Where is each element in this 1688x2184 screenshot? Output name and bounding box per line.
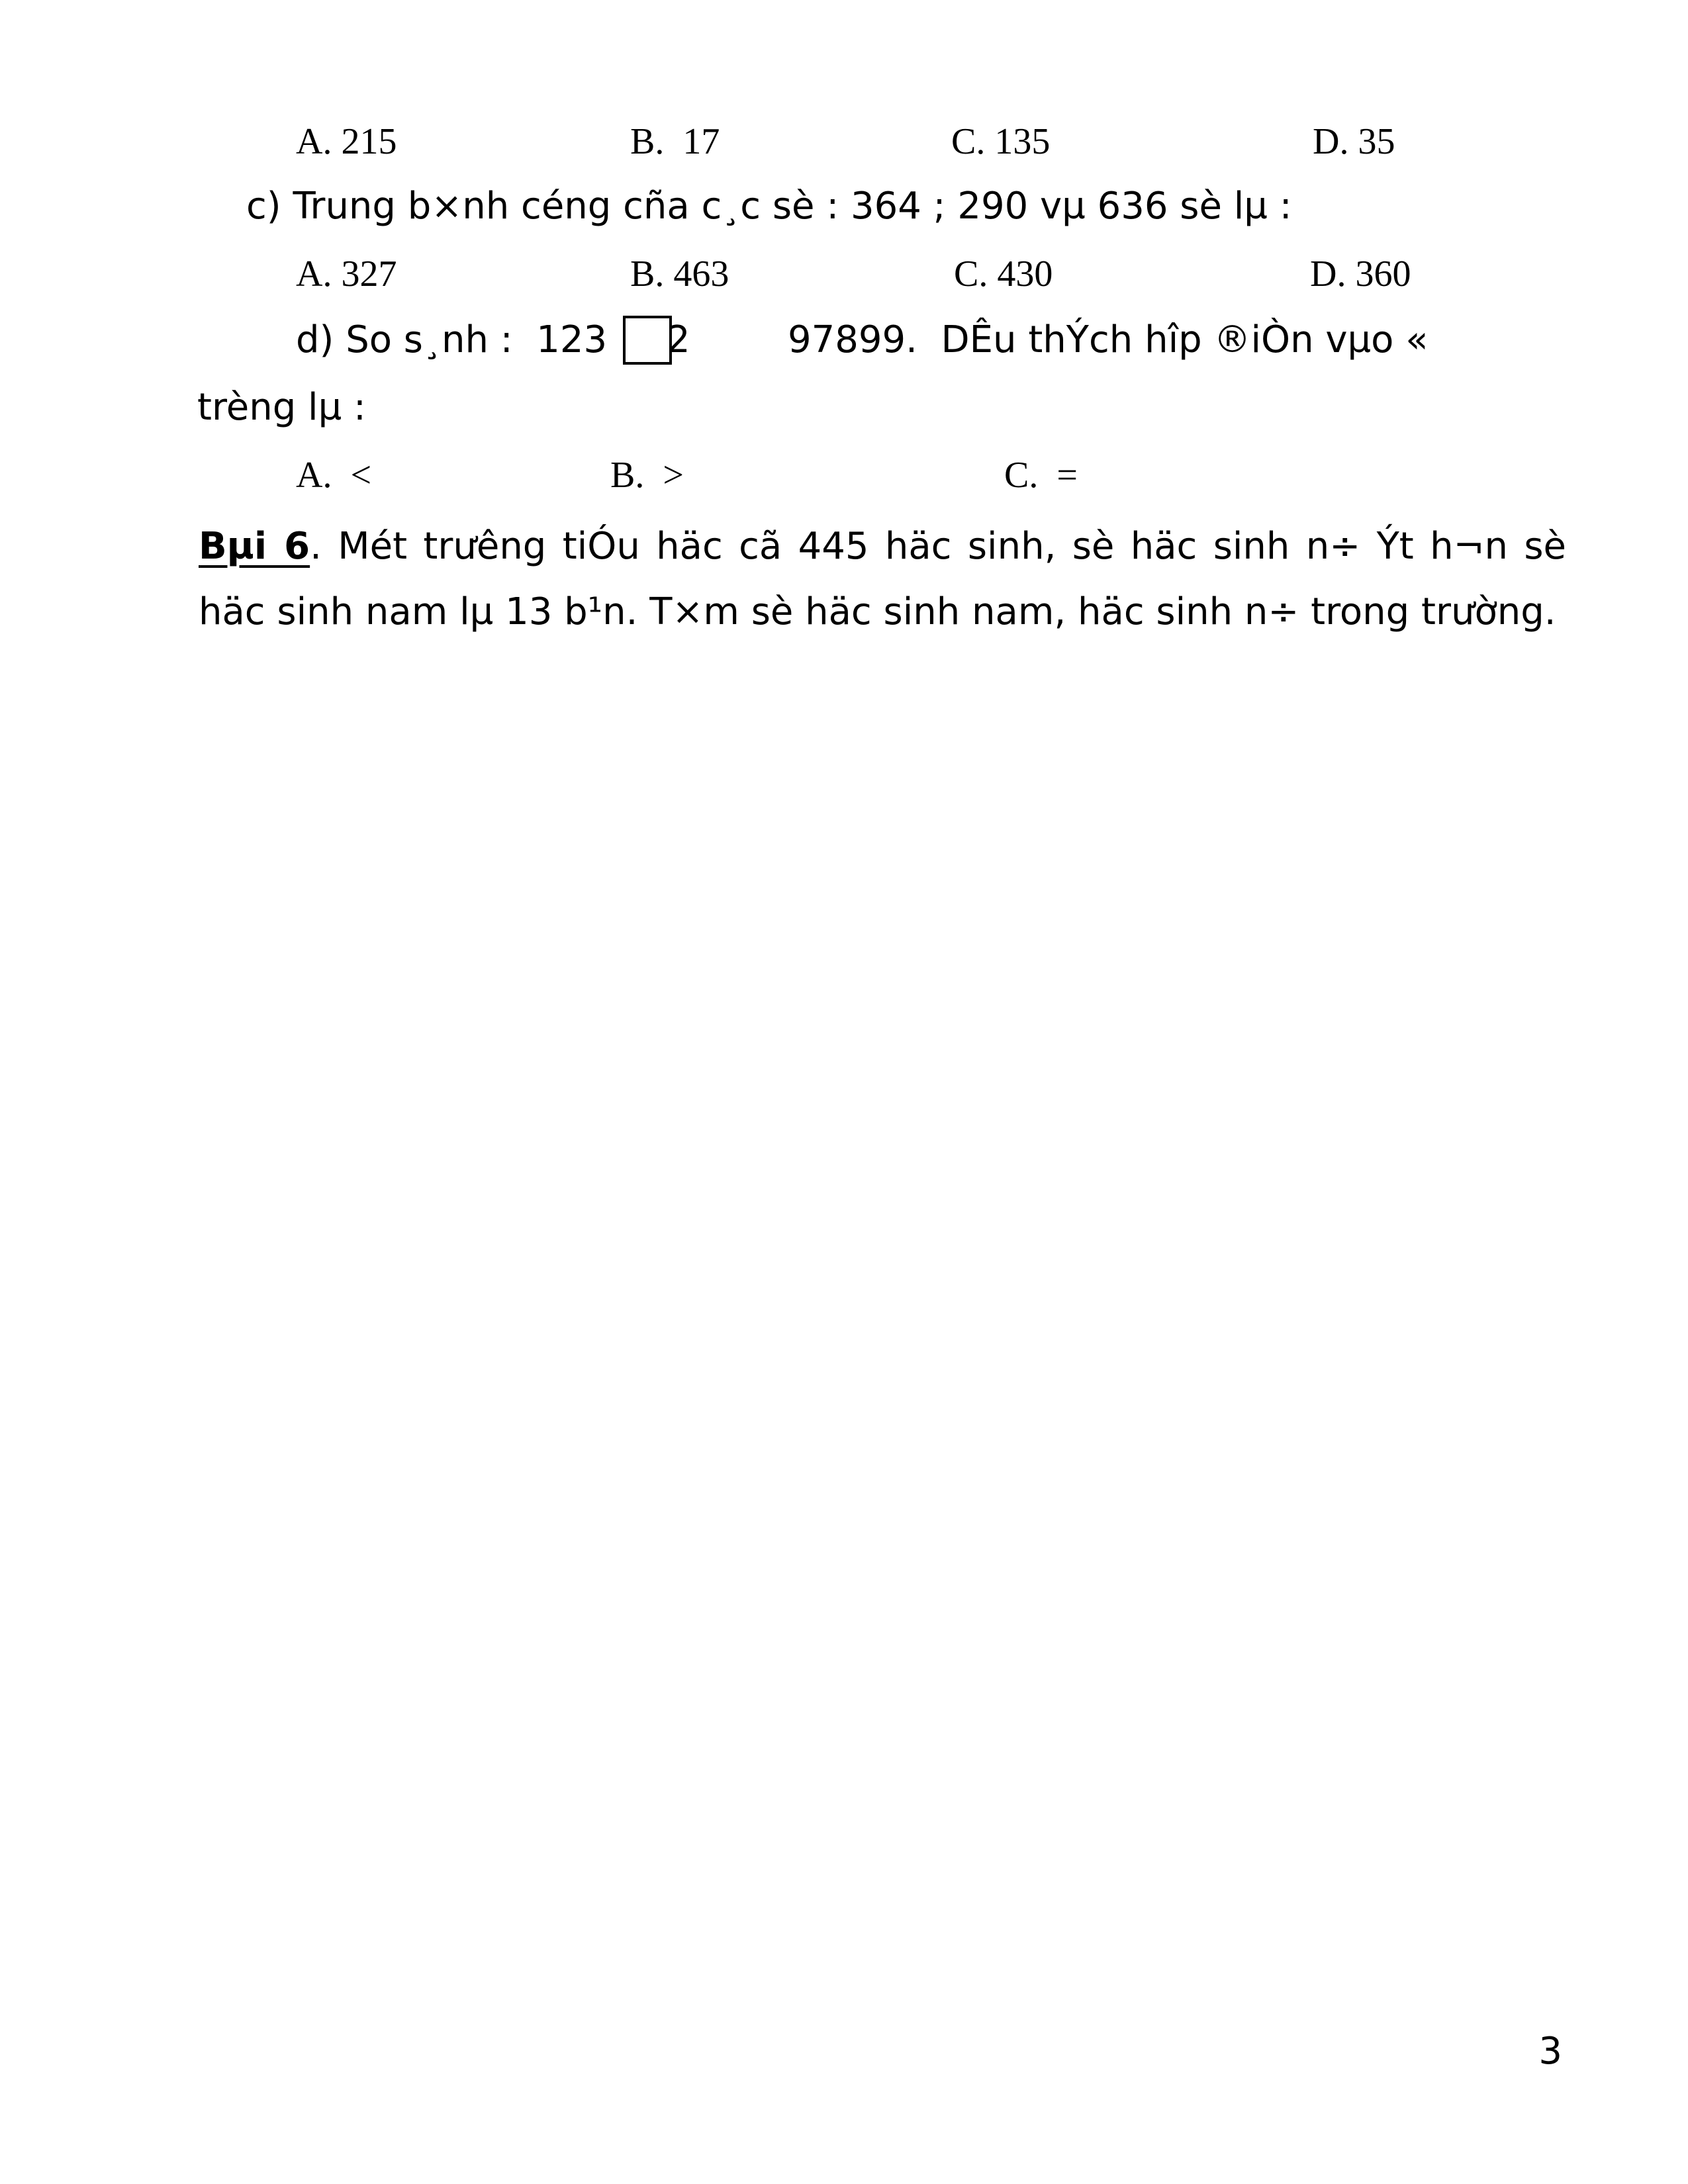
option-b-a: A. 215 — [296, 121, 397, 162]
option-b-b: B. 17 — [630, 121, 720, 162]
problem-6 — [199, 514, 1566, 645]
problem-6-title: Bµi 6 — [199, 525, 310, 568]
option-b-d: D. 35 — [1313, 121, 1395, 162]
option-b-c: C. 135 — [951, 121, 1051, 162]
option-d-b: B. > — [610, 455, 684, 496]
option-d-c: C. = — [1004, 455, 1078, 496]
answer-box[interactable] — [623, 316, 672, 365]
option-c-c: C. 430 — [954, 253, 1053, 295]
option-c-b: B. 463 — [630, 253, 729, 295]
problem-6-body: . Mét trưêng tiÓu häc cã 445 häc sinh, sè häc sinh n÷ Ýt h¬n sè häc sinh nam lµ 13 b¹n. T×m sè häc sinh nam, häc sinh n÷ trong trường. — [199, 525, 1567, 633]
option-c-a: A. 327 — [296, 253, 397, 295]
question-c-text: c) Trung b×nh céng cña c¸c sè : 364 ; 290 vµ 636 sè lµ : — [246, 185, 1292, 228]
page-number: 3 — [1538, 2030, 1562, 2073]
question-d-digit: 2 — [667, 318, 690, 361]
question-d-rest: 97899. DÊu thÝch hîp ®iÒn vµo « — [788, 318, 1429, 361]
question-d-prefix: d) So s¸nh : 123 — [296, 318, 608, 361]
question-d-continuation: trèng lµ : — [197, 386, 366, 429]
option-d-a: A. < — [296, 455, 372, 496]
option-c-d: D. 360 — [1310, 253, 1411, 295]
